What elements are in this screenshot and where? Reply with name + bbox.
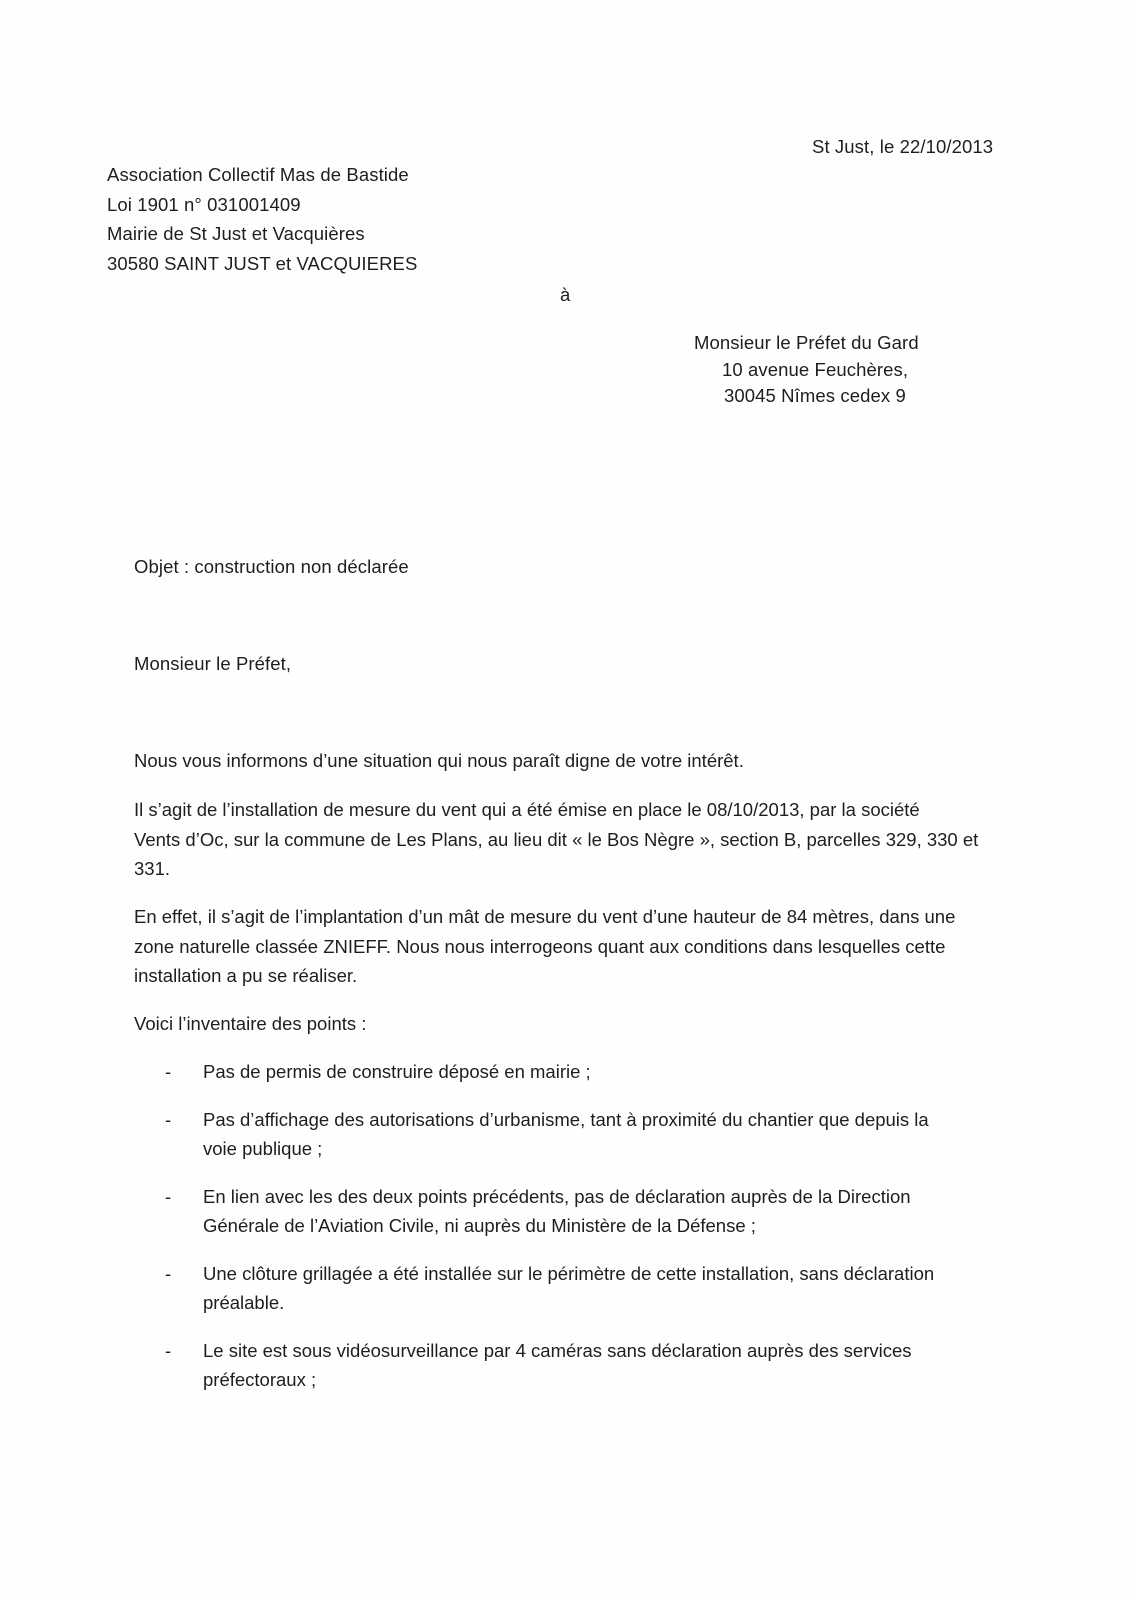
list-item-line: voie publique ; bbox=[203, 1138, 323, 1159]
bullet-dash: - bbox=[165, 1061, 172, 1082]
list-item-line: En lien avec les des deux points précédents, pas de déclaration auprès de la Direction bbox=[203, 1185, 911, 1207]
inventory-list bbox=[165, 1057, 1005, 1413]
sender-address bbox=[107, 160, 417, 278]
bullet-dash: - bbox=[165, 1185, 172, 1207]
paragraph-installation bbox=[134, 795, 1004, 884]
bullet-dash: - bbox=[165, 1339, 172, 1361]
list-item-line: préalable. bbox=[203, 1292, 285, 1313]
bullet-dash: - bbox=[165, 1108, 172, 1130]
paragraph-inventory-intro bbox=[134, 1009, 1004, 1039]
sender-line: Association Collectif Mas de Bastide bbox=[107, 164, 409, 185]
list-item bbox=[165, 1182, 1005, 1241]
list-item-line: préfectoraux ; bbox=[203, 1369, 317, 1390]
paragraph-line: Voici l’inventaire des points : bbox=[134, 1013, 367, 1034]
paragraph-line: zone naturelle classée ZNIEFF. Nous nous interrogeons quant aux conditions dans lesquelles cette bbox=[134, 935, 946, 957]
list-item-line: Pas de permis de construire déposé en mairie ; bbox=[203, 1061, 591, 1082]
list-item-line: Pas d’affichage des autorisations d’urbanisme, tant à proximité du chantier que depuis la bbox=[203, 1108, 929, 1130]
paragraph-line: 331. bbox=[134, 858, 171, 879]
recipient-line: 10 avenue Feuchères, bbox=[722, 358, 909, 380]
recipient-address bbox=[694, 328, 919, 408]
list-item-line: Une clôture grillagée a été installée sur le périmètre de cette installation, sans déclaration bbox=[203, 1262, 935, 1284]
sender-line: 30580 SAINT JUST et VACQUIERES bbox=[107, 252, 418, 274]
paragraph-line: En effet, il s’agit de l’implantation d’un mât de mesure du vent d’une hauteur de 84 mètres, dans une bbox=[134, 906, 956, 927]
sender-line: Loi 1901 n° 031001409 bbox=[107, 193, 301, 215]
list-item bbox=[165, 1259, 1005, 1318]
list-item bbox=[165, 1336, 1005, 1395]
paragraph-line: Nous vous informons d’une situation qui nous paraît digne de votre intérêt. bbox=[134, 750, 744, 771]
recipient-line: Monsieur le Préfet du Gard bbox=[694, 332, 919, 353]
letter-date: St Just, le 22/10/2013 bbox=[812, 136, 994, 157]
list-item bbox=[165, 1105, 1005, 1164]
to-mark: à bbox=[560, 284, 571, 305]
sender-line: Mairie de St Just et Vacquières bbox=[107, 223, 365, 244]
paragraph-context bbox=[134, 902, 1004, 991]
bullet-dash: - bbox=[165, 1262, 172, 1284]
list-item-line: Le site est sous vidéosurveillance par 4 caméras sans déclaration auprès des services bbox=[203, 1339, 912, 1361]
paragraph-line: Vents d’Oc, sur la commune de Les Plans, au lieu dit « le Bos Nègre », section B, parcelles 329, 330 et bbox=[134, 828, 979, 850]
paragraph-intro bbox=[134, 746, 1004, 776]
salutation: Monsieur le Préfet, bbox=[134, 653, 292, 674]
list-item-line: Générale de l’Aviation Civile, ni auprès du Ministère de la Défense ; bbox=[203, 1215, 756, 1236]
paragraph-line: Il s’agit de l’installation de mesure du vent qui a été émise en place le 08/10/2013, par la société bbox=[134, 799, 920, 820]
letter-subject: Objet : construction non déclarée bbox=[134, 556, 409, 577]
list-item bbox=[165, 1057, 1005, 1087]
paragraph-line: installation a pu se réaliser. bbox=[134, 965, 358, 986]
recipient-line: 30045 Nîmes cedex 9 bbox=[724, 385, 906, 406]
